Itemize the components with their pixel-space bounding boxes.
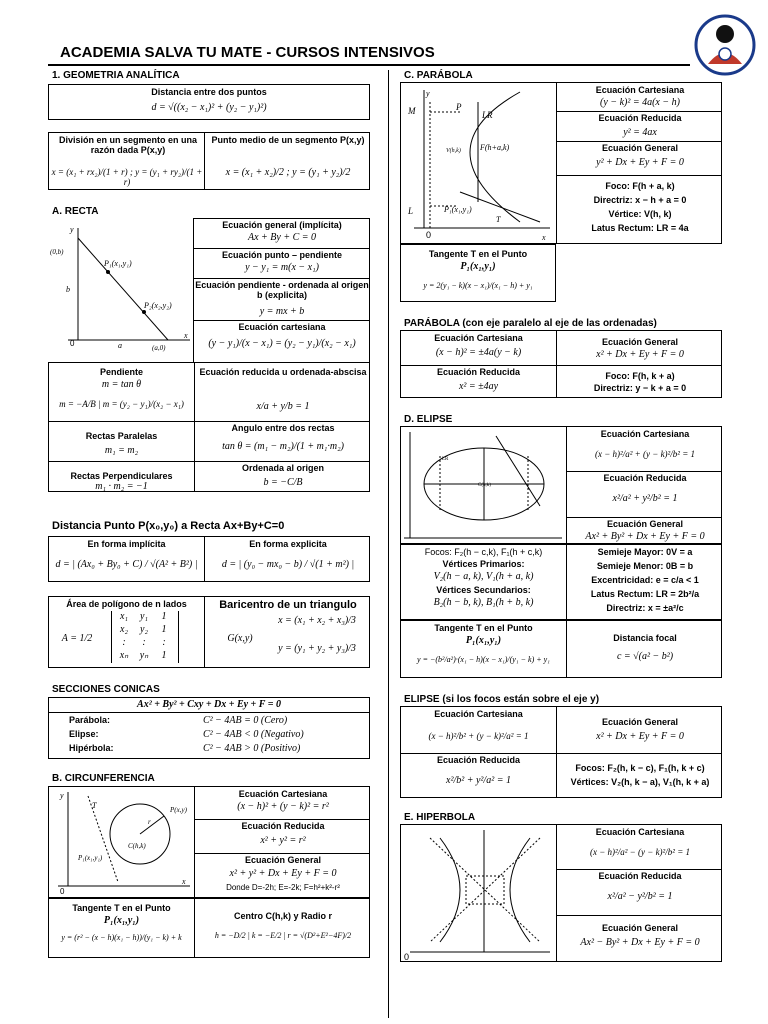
svg-text:M: M — [408, 106, 416, 116]
midpoint-formula: x = (x₁ + x₂)/2 ; y = (y₁ + y₂)/2 — [225, 167, 351, 178]
division-title: División en un segmento en una razón dada P(x,y) — [58, 135, 198, 155]
svg-text:b: b — [66, 285, 70, 294]
svg-text:LR: LR — [482, 110, 493, 120]
elipse-tangente-box: Tangente T en el Punto P₁(x₁,y₁) y = −(b²/a²)·(x₁ − h)(x − x₁)/(y₁ − k) + y₁ Distancia focal c = √(a² − b²) — [400, 620, 722, 678]
distancia-formula: d = √((x₂ − x₁)² + (y₂ − y₁)²) — [151, 102, 267, 113]
area-matrix: x₁ y₁ 1 x₂ y₂ 1 : : : xₙ yₙ 1 — [111, 611, 179, 663]
svg-text:x: x — [182, 877, 186, 886]
svg-text:F(h+a,k): F(h+a,k) — [480, 143, 510, 152]
svg-text:y: y — [60, 791, 64, 800]
section-parabola: C. PARÁBOLA — [404, 70, 473, 81]
svg-text:(0,b): (0,b) — [50, 248, 64, 256]
recta-fig-y: y — [70, 225, 74, 234]
svg-text:L: L — [408, 206, 414, 216]
svg-text:x: x — [542, 233, 546, 242]
distancia-punto-recta-box: En forma implícita d = | (Ax₀ + By₀ + C) / √(A² + B²) | En forma explicita d = | (y₀ − mx₀ − b) / √(1 + m²) | — [48, 536, 370, 582]
distancia-box — [48, 84, 370, 120]
hiperbola-fig-origin: 0 — [404, 952, 410, 962]
section-geometria: 1. GEOMETRIA ANALÍTICA — [52, 70, 180, 81]
elipse-table: Ecuación Cartesiana (x − h)²/a² + (y − k)²/b² = 1 Ecuación Reducida x²/a² + y²/b² = 1 Ecuación General Ax² + By² + Dx + Ey + F = 0 — [400, 426, 722, 544]
page-title: ACADEMIA SALVA TU MATE - CURSOS INTENSIVOS — [60, 44, 435, 61]
division-box — [48, 132, 370, 190]
elipse-fig-lr: LR — [442, 457, 449, 462]
parabola-ordenadas-heading: PARÁBOLA (con eje paralelo al eje de las ordenadas) — [404, 318, 657, 329]
svg-text:a: a — [118, 341, 122, 350]
svg-text:P₁(x₁,y₁): P₁(x₁,y₁) — [78, 854, 103, 862]
svg-text:0: 0 — [60, 887, 65, 896]
svg-text:C(h,k): C(h,k) — [128, 842, 146, 850]
section-conicas: SECCIONES CONICAS — [52, 684, 160, 695]
division-formula: x = (x₁ + rx₂)/(1 + r) ; y = (y₁ + ry₂)/(1 + r) — [51, 167, 203, 187]
svg-text:P: P — [456, 102, 462, 112]
svg-text:P₁(x₁,y₁): P₁(x₁,y₁) — [444, 205, 472, 214]
parabola-table: Ecuación Cartesiana (y − k)² = 4a(x − h) Ecuación Reducida y² = 4ax Ecuación General y² + Dx + Ey + F = 0 Foco: F(h + a, k) Directriz: x − h + a = 0 Vértice: V(h, k) Latus Rectum: LR = 4a — [400, 82, 722, 244]
circ-tangente-box: Tangente T en el Punto P₁(x₁,y₁) y = (r² − (x − h)(x₁ − h))/(y₁ − k) + k Centro C(h,k) y Radio r h = −D/2 | k = −E/2 | r = √(D²+E²−4F)/2 — [48, 898, 370, 958]
svg-text:T: T — [92, 801, 97, 810]
parabola-ordenadas-box: Ecuación Cartesiana (x − h)² = ±4a(y − k) Ecuación General x² + Dx + Ey + F = 0 Ecuación Reducida x² = ±4ay Foco: F(h, k + a) Directriz: y − k + a = 0 — [400, 330, 722, 398]
parabola-tangente-box: Tangente T en el Punto P₁(x₁,y₁) y = 2(y₁ − k)(x − x₁)/(x₁ − h) + y₁ — [400, 244, 556, 302]
svg-text:y: y — [426, 89, 430, 98]
area-baricentro-box: Área de polígono de n lados A = 1/2 x₁ y₁ 1 x₂ y₂ 1 : : : xₙ yₙ 1 Baricentro de un triangulo G(x,y) x = (x₁ + x₂ + x₃)/3 y = (y₁ + y₂ + y₃)/3 — [48, 596, 370, 668]
section-elipse: D. ELIPSE — [404, 414, 453, 425]
svg-text:P₁(x₁,y₁): P₁(x₁,y₁) — [104, 259, 132, 268]
elipse-props: Focos: F₂(h − c,k), F₁(h + c,k) Vértices Primarios: V₂(h − a, k), V₁(h + a, k) Vértices Secundarios: B₂(h − b, k), B₁(h + b, k) Semieje Mayor: 0V = a Semieje Menor: 0B = b Excentricidad: e = c/a < 1 Latus Rectum: LR = 2b²/a Directriz: x = ±a²/c — [400, 544, 722, 620]
recta-props: Pendiente m = tan θ m = −A/B | m = (y₂ − y₁)/(x₂ − x₁) Ecuación reducida u ordenada-abscisa x/a + y/b = 1 Rectas Paralelas m₁ = m₂ Angulo entre dos rectas tan θ = (m₁ − m₂)/(1 + m₁·m₂) Rectas Perpendiculares m₁ · m₂ = −1 Ordenada al origen b = −C/B — [48, 362, 370, 492]
svg-text:P(x,y): P(x,y) — [170, 806, 187, 814]
section-hiperbola: E. HIPERBOLA — [404, 812, 476, 823]
distancia-punto-recta-heading: Distancia Punto P(x₀,y₀) a Recta Ax+By+C=0 — [52, 520, 285, 532]
svg-text:T: T — [496, 215, 501, 224]
recta-table: Ecuación general (implícita) Ax + By + C = 0 Ecuación punto – pendiente y − y₁ = m(x − x₁) Ecuación pendiente - ordenada al origen b (explicita) y = mx + b Ecuación cartesiana (y − y₁)/(x − x₁) = (y₂ − y₁)/(x₂ − x₁) — [48, 218, 370, 362]
section-recta: A. RECTA — [52, 206, 99, 217]
distancia-title: Distancia entre dos puntos — [151, 87, 267, 97]
svg-text:0: 0 — [70, 339, 75, 348]
svg-text:(a,0): (a,0) — [152, 344, 166, 352]
midpoint-title: Punto medio de un segmento P(x,y) — [211, 135, 365, 145]
svg-text:V(h,k): V(h,k) — [446, 148, 461, 154]
elipse-y-box: Ecuación Cartesiana (x − h)²/b² + (y − k)²/a² = 1 Ecuación General x² + Dx + Ey + F = 0 Ecuación Reducida x²/b² + y²/a² = 1 Focos: F₂(h, k − c), F₁(h, k + c) Vértices: V₂(h, k − a), V₁(h, k + a) — [400, 706, 722, 798]
svg-text:x: x — [184, 331, 188, 340]
svg-text:0: 0 — [426, 230, 432, 240]
elipse-fig-center: C(h,k) — [478, 483, 491, 488]
circ-table: Ecuación Cartesiana (x − h)² + (y − k)² = r² Ecuación Reducida x² + y² = r² Ecuación General x² + y² + Dx + Ey + F = 0 Donde D=-2h; E=-2k; F=h²+k²-r² — [48, 786, 370, 898]
conicas-box: Ax² + By² + Cxy + Dx + Ey + F = 0 Parábola: C² − 4AB = 0 (Cero) Elipse: C² − 4AB < 0 (Negativo) Hipérbola: C² − 4AB > 0 (Positivo) — [48, 697, 370, 759]
elipse-y-heading: ELIPSE (si los focos están sobre el eje y) — [404, 694, 600, 705]
title-underline — [48, 64, 690, 66]
svg-text:P₂(x₂,y₂): P₂(x₂,y₂) — [144, 301, 172, 310]
svg-text:r: r — [148, 818, 151, 826]
hiperbola-table: Ecuación Cartesiana (x − h)²/a² − (y − k)²/b² = 1 Ecuación Reducida x²/a² − y²/b² = 1 Ecuación General Ax² − By² + Dx + Ey + F = 0 — [400, 824, 722, 962]
column-divider — [388, 70, 389, 1018]
section-circunferencia: B. CIRCUNFERENCIA — [52, 773, 155, 784]
academy-logo — [694, 14, 756, 76]
